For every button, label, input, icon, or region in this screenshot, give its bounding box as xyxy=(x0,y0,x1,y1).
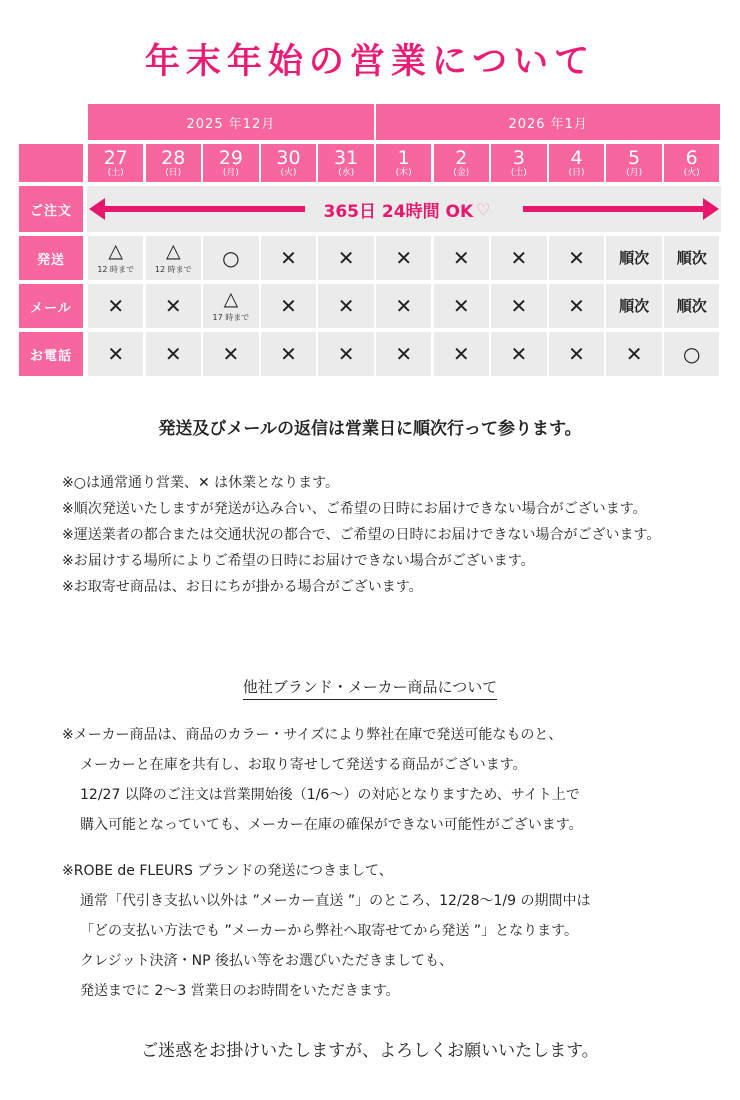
paragraph-line: 通常「代引き支払い以外は ”メーカー直送 ”」のところ、12/28〜1/9 の期間中は xyxy=(80,893,591,909)
date-day: 28 xyxy=(161,146,186,169)
status-cell xyxy=(318,332,373,376)
status-cell xyxy=(376,236,431,280)
status-text: 順次 xyxy=(676,248,707,267)
row-header-order xyxy=(19,186,83,232)
status-cell xyxy=(261,332,316,376)
cross-icon: ✕ xyxy=(280,246,297,270)
date-day: 4 xyxy=(570,146,583,169)
paragraph-line: 購入可能となっていても、メーカー在庫の確保ができない可能性がございます。 xyxy=(80,817,583,833)
status-cell xyxy=(549,284,604,328)
triangle-icon: △ xyxy=(108,240,123,262)
status-cell xyxy=(88,284,143,328)
date-day: 5 xyxy=(628,146,641,169)
brand-paragraph xyxy=(62,856,702,1006)
order-bar xyxy=(87,186,721,232)
status-cell xyxy=(146,332,201,376)
date-cell xyxy=(606,144,661,182)
corner-cell xyxy=(19,144,83,182)
status-cell xyxy=(434,236,489,280)
status-cell xyxy=(606,284,661,328)
other-brand-heading xyxy=(0,676,740,697)
status-cell xyxy=(146,236,201,280)
note-item: ※運送業者の都合または交通状況の都合で、ご希望の日時にお届けできない場合がございます。 xyxy=(62,527,661,543)
date-weekday: (月) xyxy=(626,167,643,178)
note-item: ※お届けする場所によりご希望の日時にお届けできない場合がございます。 xyxy=(62,553,535,569)
date-day: 6 xyxy=(685,146,698,169)
date-cell xyxy=(491,144,546,182)
cross-icon: ✕ xyxy=(625,342,643,366)
date-cell xyxy=(146,144,201,182)
status-text: 順次 xyxy=(619,296,650,315)
circle-icon: ○ xyxy=(222,246,240,270)
heart-icon: ♡ xyxy=(476,199,491,219)
date-day: 29 xyxy=(218,146,243,169)
cross-icon: ✕ xyxy=(337,246,355,270)
cross-icon: ✕ xyxy=(337,294,355,318)
date-weekday: (火) xyxy=(280,167,297,178)
date-weekday: (金) xyxy=(453,167,470,178)
cross-icon: ✕ xyxy=(107,294,125,318)
date-cell xyxy=(664,144,719,182)
cross-icon: ✕ xyxy=(510,294,528,318)
status-cell xyxy=(606,236,661,280)
month-label: 2025 年12月 xyxy=(186,116,276,132)
paragraph-line: 発送までに 2〜3 営業日のお時間をいただきます。 xyxy=(80,983,400,999)
date-cell xyxy=(203,144,258,182)
status-cell xyxy=(549,332,604,376)
paragraph-line: クレジット決済・NP 後払い等をお選びいただきましても、 xyxy=(80,953,454,969)
status-cell xyxy=(88,332,143,376)
note-item: ※順次発送いたしますが発送が込み合い、ご希望の日時にお届けできない場合がございます。 xyxy=(62,501,647,517)
date-weekday: (木) xyxy=(395,167,412,178)
date-weekday: (日) xyxy=(165,167,182,178)
status-cell xyxy=(549,236,604,280)
paragraph-line: メーカーと在庫を共有し、お取り寄せして発送する商品がございます。 xyxy=(80,757,527,773)
status-cell xyxy=(88,236,143,280)
row-header-label: お電話 xyxy=(29,348,72,364)
status-cell xyxy=(664,236,719,280)
status-cell xyxy=(318,284,373,328)
date-weekday: (水) xyxy=(338,167,355,178)
time-note: 12 時まで xyxy=(154,265,192,274)
row-header-label: メール xyxy=(30,300,72,316)
date-cell xyxy=(376,144,431,182)
status-cell xyxy=(261,284,316,328)
status-cell xyxy=(434,284,489,328)
triangle-icon: △ xyxy=(165,240,181,262)
status-text: 順次 xyxy=(619,248,650,267)
date-cell xyxy=(549,144,604,182)
arrow-line xyxy=(101,206,305,212)
status-cell xyxy=(491,332,546,376)
row-header-label: 発送 xyxy=(36,252,65,268)
status-text: 順次 xyxy=(676,296,707,315)
date-day: 3 xyxy=(512,146,525,169)
date-day: 27 xyxy=(103,146,128,169)
status-cell xyxy=(376,332,431,376)
paragraph-line: 12/27 以降のご注文は営業開始後（1/6〜）の対応となりますため、サイト上で xyxy=(80,787,580,803)
date-day: 2 xyxy=(455,146,468,169)
cross-icon: ✕ xyxy=(280,342,297,366)
status-cell xyxy=(203,284,258,328)
status-cell xyxy=(203,236,258,280)
month-label: 2026 年1月 xyxy=(508,116,588,132)
time-note: 17 時まで xyxy=(212,313,250,322)
cross-icon: ✕ xyxy=(395,246,413,270)
month-header xyxy=(376,104,720,140)
cross-icon: ✕ xyxy=(395,342,413,366)
notes-list xyxy=(62,470,702,600)
note-item: ※お取寄せ商品は、お日にちが掛かる場合がございます。 xyxy=(62,579,423,595)
status-cell xyxy=(664,284,719,328)
cross-icon: ✕ xyxy=(510,246,528,270)
date-day: 1 xyxy=(397,146,410,169)
cross-icon: ✕ xyxy=(395,294,413,318)
cross-icon: ✕ xyxy=(510,342,528,366)
date-weekday: (日) xyxy=(568,167,585,178)
date-weekday: (火) xyxy=(683,167,700,178)
date-weekday: (土) xyxy=(510,167,527,178)
status-cell xyxy=(434,332,489,376)
arrow-right-icon xyxy=(703,198,719,220)
status-cell xyxy=(261,236,316,280)
circle-icon: ○ xyxy=(682,342,701,366)
cross-icon: ✕ xyxy=(164,342,182,366)
date-weekday: (土) xyxy=(107,167,124,178)
status-cell xyxy=(203,332,258,376)
cross-icon: ✕ xyxy=(164,294,182,318)
cross-icon: ✕ xyxy=(452,294,470,318)
cross-icon: ✕ xyxy=(107,342,125,366)
time-note: 12 時まで xyxy=(97,265,135,274)
status-cell xyxy=(318,236,373,280)
status-cell xyxy=(664,332,719,376)
row-header xyxy=(19,332,83,376)
row-header-label: ご注文 xyxy=(29,203,72,219)
status-cell xyxy=(491,236,546,280)
cross-icon: ✕ xyxy=(222,342,240,366)
order-ok-label: 365日 24時間 OK xyxy=(323,201,474,222)
order-ok-text xyxy=(307,186,507,232)
note-item: ※○は通常通り営業、✕ は休業となります。 xyxy=(62,475,340,491)
closing-text: ご迷惑をお掛けいたしますが、よろしくお願いいたします。 xyxy=(141,1041,599,1061)
month-header xyxy=(88,104,374,140)
paragraph-line: ※ROBE de FLEURS ブランドの発送につきまして、 xyxy=(62,863,393,879)
status-cell xyxy=(146,284,201,328)
cross-icon: ✕ xyxy=(337,342,355,366)
status-cell xyxy=(491,284,546,328)
date-weekday: (月) xyxy=(222,167,239,178)
cross-icon: ✕ xyxy=(568,294,585,318)
lead-text: 発送及びメールの返信は営業日に順次行って参ります。 xyxy=(158,419,582,439)
status-cell xyxy=(606,332,661,376)
date-cell xyxy=(434,144,489,182)
cross-icon: ✕ xyxy=(568,342,585,366)
date-cell xyxy=(318,144,373,182)
arrow-line xyxy=(523,206,707,212)
date-cell xyxy=(88,144,143,182)
row-header xyxy=(19,284,83,328)
cross-icon: ✕ xyxy=(280,294,297,318)
maker-paragraph xyxy=(62,720,702,840)
date-cell xyxy=(261,144,316,182)
cross-icon: ✕ xyxy=(452,246,470,270)
page-title: 年末年始の営業について xyxy=(144,42,596,82)
triangle-icon: △ xyxy=(223,288,239,310)
date-day: 31 xyxy=(333,146,359,169)
paragraph-line: ※メーカー商品は、商品のカラー・サイズにより弊社在庫で発送可能なものと、 xyxy=(62,727,563,743)
row-header xyxy=(19,236,83,280)
other-brand-heading-text: 他社ブランド・メーカー商品について xyxy=(243,678,497,700)
paragraph-line: 「どの支払い方法でも ”メーカーから弊社へ取寄せてから発送 ”」となります。 xyxy=(80,923,579,939)
cross-icon: ✕ xyxy=(452,342,470,366)
date-day: 30 xyxy=(276,146,301,169)
status-cell xyxy=(376,284,431,328)
cross-icon: ✕ xyxy=(568,246,585,270)
